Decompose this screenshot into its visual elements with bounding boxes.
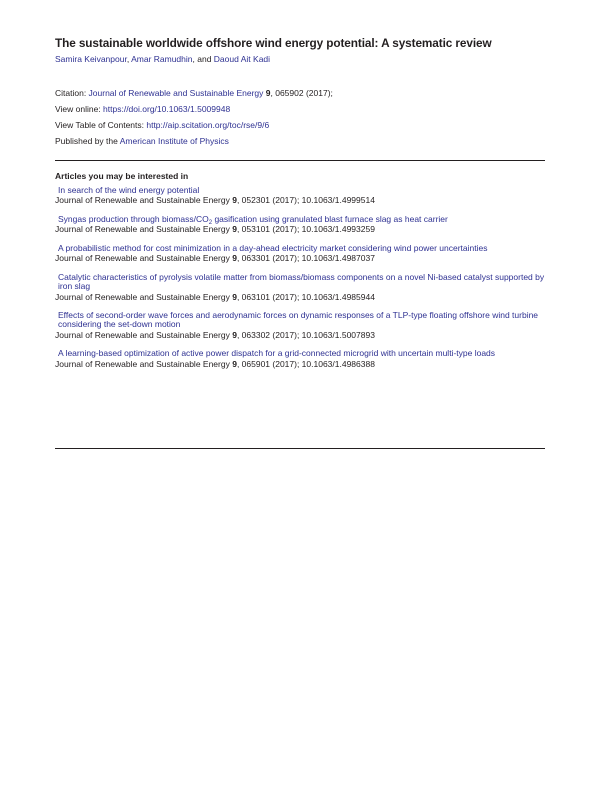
- citation-label: Citation:: [55, 88, 89, 98]
- citation-journal-link[interactable]: Journal of Renewable and Sustainable Energy: [88, 88, 264, 98]
- author-link-1[interactable]: Samira Keivanpour: [55, 54, 127, 64]
- author-list: [55, 54, 270, 64]
- view-toc-label: View Table of Contents:: [55, 120, 147, 130]
- related-article-title-link[interactable]: A probabilistic method for cost minimization in a day-ahead electricity market considering wind power uncertainties: [58, 242, 488, 253]
- view-toc-line: [55, 120, 269, 130]
- bottom-divider: [55, 448, 545, 449]
- toc-link[interactable]: http://aip.scitation.org/toc/rse/9/6: [146, 120, 270, 130]
- related-article: [55, 244, 545, 263]
- citation-rest: , 065902 (2017);: [270, 88, 333, 98]
- view-online-label: View online:: [55, 104, 104, 114]
- publisher-link[interactable]: American Institute of Physics: [119, 136, 229, 146]
- related-article-title-link[interactable]: Catalytic characteristics of pyrolysis volatile matter from biomass/biomass components on a novel Ni-based catalyst supported by iron slag: [58, 271, 545, 292]
- related-article: [55, 273, 545, 302]
- related-article-citation: Journal of Renewable and Sustainable Energy 9, 053101 (2017); 10.1063/1.4993259: [55, 224, 375, 235]
- author-link-2[interactable]: Amar Ramudhin: [131, 54, 193, 64]
- author-separator: , and: [192, 54, 214, 64]
- related-article: [55, 311, 545, 340]
- related-article-citation: Journal of Renewable and Sustainable Energy 9, 063301 (2017); 10.1063/1.4987037: [55, 253, 375, 264]
- related-articles-list: [55, 186, 545, 378]
- related-article-title-link[interactable]: A learning-based optimization of active power dispatch for a grid-connected microgrid with uncertain multi-type loads: [58, 348, 496, 359]
- related-article-title-link[interactable]: Syngas production through biomass/$CO_2$ gasification using granulated blast furnace slag as heat carrier: [58, 213, 448, 226]
- related-article-citation: Journal of Renewable and Sustainable Energy 9, 052301 (2017); 10.1063/1.4999514: [55, 195, 375, 206]
- published-by-line: [55, 136, 229, 146]
- related-article-title-link[interactable]: In search of the wind energy potential: [58, 185, 200, 195]
- top-divider: [55, 160, 545, 161]
- related-article: [55, 215, 545, 234]
- published-by-label: Published by the: [55, 136, 120, 146]
- author-link-3[interactable]: Daoud Ait Kadi: [213, 54, 271, 64]
- related-article: [55, 186, 545, 205]
- view-online-line: [55, 104, 230, 114]
- related-article-citation: Journal of Renewable and Sustainable Energy 9, 065901 (2017); 10.1063/1.4986388: [55, 358, 375, 369]
- related-articles-heading: Articles you may be interested in: [55, 171, 189, 181]
- related-article-title-link[interactable]: Effects of second-order wave forces and aerodynamic forces on dynamic responses of a TLP-type floating offshore wind turbine considering the set-down motion: [58, 310, 539, 330]
- article-title: The sustainable worldwide offshore wind energy potential: A systematic review: [55, 36, 492, 50]
- citation-volume: 9: [265, 88, 271, 98]
- doi-link[interactable]: https://doi.org/10.1063/1.5009948: [103, 104, 231, 114]
- related-article: [55, 349, 545, 368]
- author-separator: ,: [126, 54, 132, 64]
- related-article-citation: Journal of Renewable and Sustainable Energy 9, 063101 (2017); 10.1063/1.4985944: [55, 291, 375, 302]
- citation-line: [55, 88, 333, 98]
- related-article-citation: Journal of Renewable and Sustainable Energy 9, 063302 (2017); 10.1063/1.5007893: [55, 329, 375, 340]
